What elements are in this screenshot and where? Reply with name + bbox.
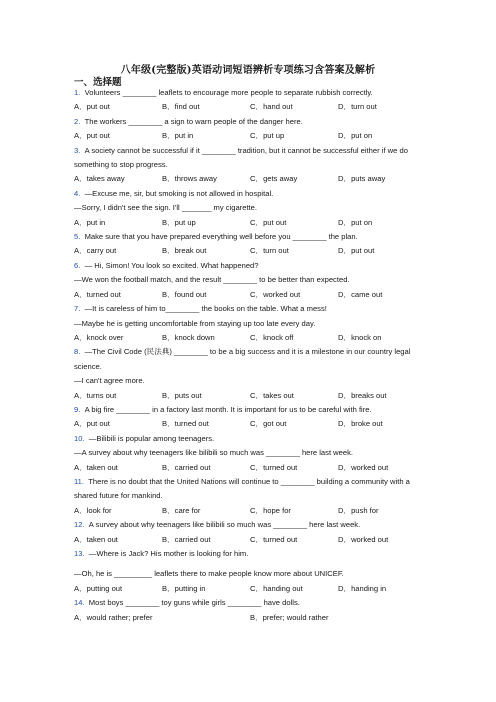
answer-option[interactable]: A．taken out [74, 534, 118, 544]
answer-option[interactable]: C．put up [250, 131, 285, 141]
question-stem [74, 230, 426, 244]
answer-options [74, 216, 426, 230]
question-item [74, 302, 426, 345]
answer-option[interactable]: C．takes out [250, 390, 294, 400]
question-number: 11. [74, 476, 84, 486]
question-item [74, 475, 426, 518]
answer-option[interactable]: A．turned out [74, 289, 121, 299]
question-stem [74, 547, 426, 561]
question-text: —We won the football match, and the result ________ to be better than expected. [74, 275, 350, 285]
answer-option[interactable]: A．turns out [74, 390, 117, 400]
question-number: 10. [74, 433, 85, 443]
answer-option[interactable]: C．turned out [250, 534, 298, 544]
question-item [74, 403, 426, 432]
question-number: 14. [74, 598, 85, 608]
answer-options [74, 288, 426, 302]
answer-option[interactable]: D．push for [338, 505, 379, 515]
question-stem [74, 144, 426, 173]
answer-option[interactable]: B．carried out [162, 534, 211, 544]
question-stem [74, 259, 426, 273]
answer-option[interactable]: B．find out [162, 102, 200, 112]
question-text: The workers ________ a sign to warn people of the danger here. [84, 116, 303, 126]
answer-option[interactable]: B．put up [162, 217, 196, 227]
section-heading: 一、选择题 [74, 77, 122, 88]
question-stem [74, 115, 426, 129]
question-number: 2. [74, 116, 81, 126]
question-number: 9. [74, 404, 81, 414]
answer-options [74, 461, 426, 475]
question-stem [74, 187, 426, 201]
answer-options [74, 582, 426, 596]
answer-option[interactable]: A．putting out [74, 583, 123, 593]
answer-option[interactable]: C．put out [250, 217, 287, 227]
question-dialogue-line [74, 446, 426, 460]
question-number: 8. [74, 347, 81, 357]
question-text: A survey about why teenagers like bilibili so much was ________ here last week. [88, 520, 361, 530]
question-text: —Where is Jack? His mother is looking for him. [88, 549, 249, 558]
answer-options [74, 417, 426, 431]
question-text: Most boys ________ toy guns while girls ________ have dolls. [88, 598, 300, 608]
answer-option[interactable]: D．came out [338, 289, 383, 299]
answer-option[interactable]: D．broke out [338, 419, 383, 429]
answer-options [74, 244, 426, 258]
question-text: —Oh, he is _________ leaflets there to make people know more about UNICEF. [74, 569, 344, 579]
answer-options [74, 100, 426, 114]
question-text: — Hi, Simon! You look so excited. What happened? [84, 260, 259, 270]
answer-options [74, 129, 426, 143]
answer-option[interactable]: B．put in [162, 131, 194, 141]
question-text: —Excuse me, sir, but smoking is not allowed in hospital. [84, 188, 274, 198]
question-text: Make sure that you have prepared everything well before you ________ the plan. [84, 232, 358, 242]
answer-option[interactable]: D．knock on [338, 332, 382, 342]
question-number: 4. [74, 188, 81, 198]
question-number: 12. [74, 520, 85, 530]
answer-option[interactable]: B．found out [162, 289, 207, 299]
answer-options [74, 611, 426, 625]
question-number: 13. [74, 549, 85, 558]
answer-option[interactable]: A．put out [74, 102, 110, 112]
answer-option[interactable]: A．put in [74, 217, 106, 227]
question-text: A society cannot be successful if it ________ tradition, but it cannot be successful either if we do something to stop progress. [74, 145, 408, 170]
answer-option[interactable]: B．carried out [162, 462, 211, 472]
question-number: 1. [74, 88, 81, 97]
answer-option[interactable]: A．carry out [74, 246, 117, 256]
question-item [74, 144, 426, 187]
answer-option[interactable]: B．turned out [162, 419, 209, 429]
question-stem [74, 518, 426, 532]
question-stem [74, 596, 426, 610]
answer-option[interactable]: C．worked out [250, 289, 301, 299]
question-text: A big fire ________ in a factory last month. It is important for us to be careful with fire. [84, 404, 372, 414]
question-dialogue-line [74, 317, 426, 331]
answer-option[interactable]: B．knock down [162, 332, 215, 342]
answer-options [74, 533, 426, 547]
question-text: Volunteers ________ leaflets to encourage more people to separate rubbish correctly. [84, 88, 373, 97]
answer-option[interactable]: C．knock off [250, 332, 294, 342]
question-text: —A survey about why teenagers like bilibili so much was ________ here last week. [74, 448, 354, 458]
question-text: —The Civil Code (民法典) ________ to be a big success and it is a milestone in our country legal science. [74, 347, 411, 371]
question-text: —I can't agree more. [74, 376, 145, 386]
question-dialogue-line [74, 374, 426, 388]
answer-option[interactable]: C．handing out [250, 583, 303, 593]
question-text: There is no doubt that the United Nations will continue to ________ building a community with a shared future for mankind. [74, 476, 410, 501]
answer-option[interactable]: D．worked out [338, 462, 389, 472]
question-item [74, 259, 426, 302]
question-stem [74, 403, 426, 417]
answer-option[interactable]: A．put out [74, 419, 110, 429]
question-stem [74, 475, 426, 504]
answer-option[interactable]: C．turned out [250, 462, 298, 472]
answer-option[interactable]: A．put out [74, 131, 110, 141]
question-stem [74, 86, 426, 100]
answer-option[interactable]: B．prefer; would rather [250, 612, 329, 622]
answer-option[interactable]: C．hope for [250, 505, 291, 515]
answer-option[interactable]: D．worked out [338, 534, 389, 544]
question-item [74, 547, 426, 596]
answer-option[interactable]: B．care for [162, 505, 201, 515]
answer-option[interactable]: D．put on [338, 217, 373, 227]
question-text: —Maybe he is getting uncomfortable from staying up too late every day. [74, 318, 316, 328]
answer-option[interactable]: D．put on [338, 131, 373, 141]
question-stem [74, 432, 426, 446]
answer-option[interactable]: D．put out [338, 246, 375, 256]
answer-option[interactable]: A．taken out [74, 462, 118, 472]
answer-option[interactable]: D．puts away [338, 174, 386, 184]
answer-option[interactable]: D．turn out [338, 102, 377, 112]
answer-option[interactable]: B．putting in [162, 583, 206, 593]
question-item [74, 86, 426, 115]
answer-options [74, 172, 426, 186]
question-text: —Bilibili is popular among teenagers. [88, 433, 215, 443]
question-text: —It is careless of him to________ the books on the table. What a mess! [84, 304, 327, 314]
question-item [74, 345, 426, 403]
question-number: 7. [74, 304, 81, 314]
answer-option[interactable]: B．throws away [162, 174, 217, 184]
question-dialogue-line [74, 273, 426, 287]
answer-option[interactable]: A．look for [74, 505, 112, 515]
question-item [74, 187, 426, 230]
question-stem [74, 302, 426, 316]
question-number: 3. [74, 145, 81, 155]
answer-option[interactable]: B．puts out [162, 390, 202, 400]
answer-options [74, 331, 426, 345]
answer-option[interactable]: C．turn out [250, 246, 289, 256]
answer-option[interactable]: D．breaks out [338, 390, 387, 400]
document-title: 八年级(完整版)英语动词短语辨析专项练习含答案及解析 [120, 65, 376, 76]
answer-option[interactable]: C．hand out [250, 102, 293, 112]
question-item [74, 432, 426, 475]
question-stem [74, 345, 426, 374]
question-item [74, 230, 426, 259]
answer-option[interactable]: C．gets away [250, 174, 298, 184]
answer-option[interactable]: A．would rather; prefer [74, 612, 153, 622]
answer-option[interactable]: C．got out [250, 419, 287, 429]
answer-options [74, 389, 426, 403]
question-dialogue-line [74, 201, 426, 215]
question-text: —Sorry, I didn't see the sign. I'll _______ my cigarette. [74, 203, 257, 213]
question-list [74, 86, 426, 625]
answer-option[interactable]: A．knock over [74, 332, 124, 342]
question-number: 5. [74, 232, 81, 242]
answer-options [74, 504, 426, 518]
answer-option[interactable]: B．break out [162, 246, 207, 256]
answer-option[interactable]: A．takes away [74, 174, 125, 184]
question-dialogue-line [74, 567, 426, 581]
question-item [74, 596, 426, 625]
answer-option[interactable]: D．handing in [338, 583, 387, 593]
question-item [74, 115, 426, 144]
question-number: 6. [74, 260, 81, 270]
question-item [74, 518, 426, 547]
